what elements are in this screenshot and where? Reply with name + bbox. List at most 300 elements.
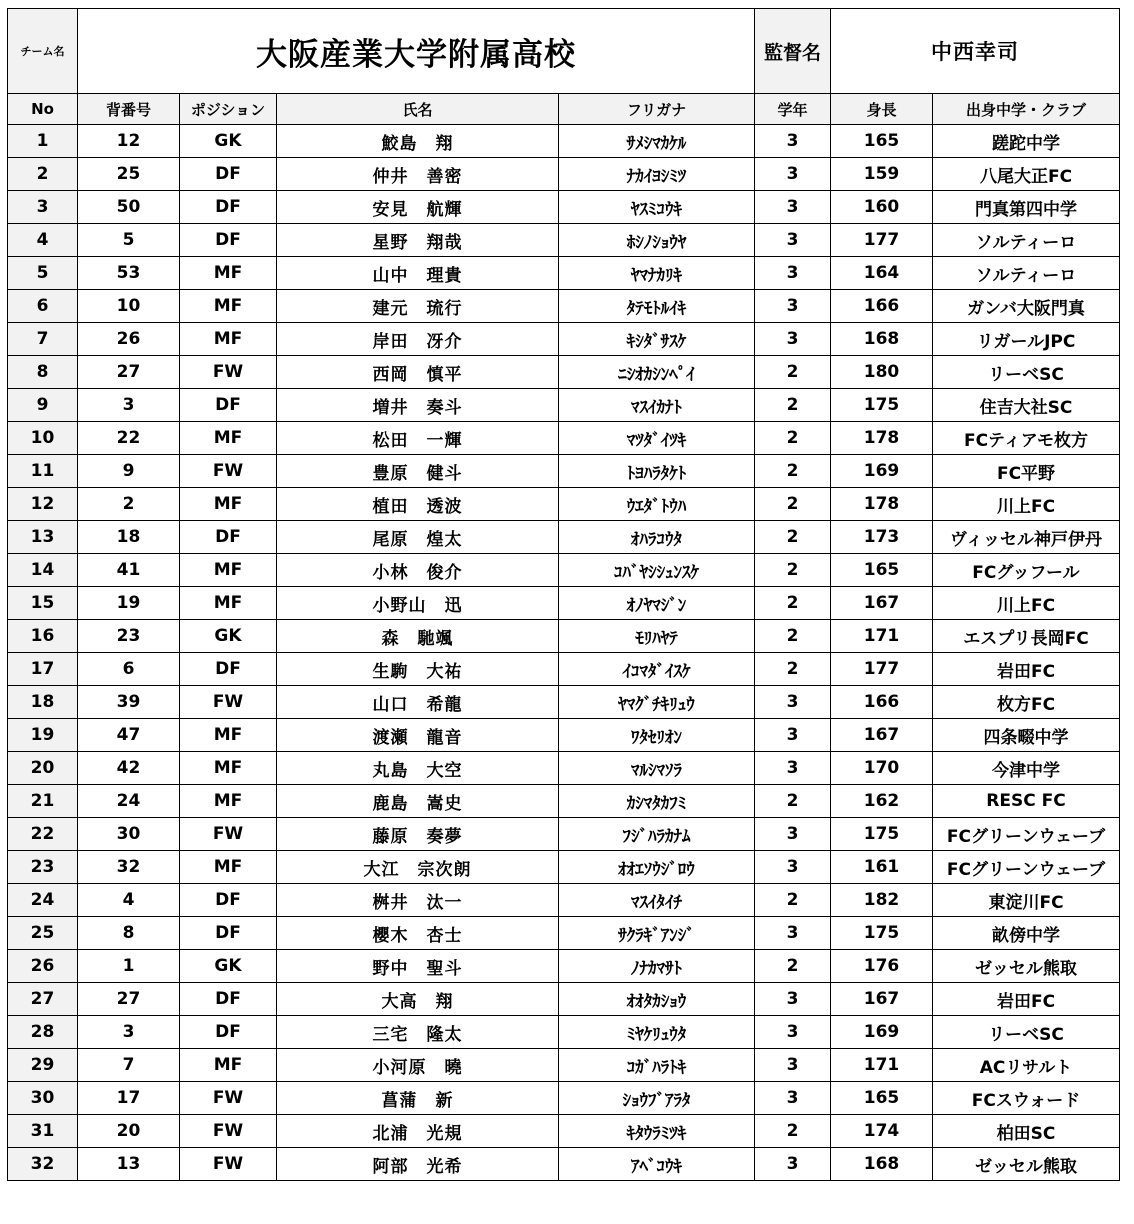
club-cell: ヴィッセル神戸伊丹 [933, 521, 1120, 554]
grade-cell: 3 [755, 191, 831, 224]
club-cell: 門真第四中学 [933, 191, 1120, 224]
grade-cell: 3 [755, 323, 831, 356]
club-cell: FC平野 [933, 455, 1120, 488]
height-cell: 178 [831, 422, 933, 455]
height-cell: 165 [831, 554, 933, 587]
player-name-cell: 安見 航輝 [277, 191, 559, 224]
grade-cell: 2 [755, 554, 831, 587]
jersey-number-cell: 53 [78, 257, 180, 290]
position-cell: FW [180, 1115, 277, 1148]
player-kana-cell: ｷﾀｳﾗﾐﾂｷ [559, 1115, 755, 1148]
position-cell: GK [180, 620, 277, 653]
jersey-number-cell: 27 [78, 356, 180, 389]
player-name-cell: 三宅 隆太 [277, 1016, 559, 1049]
player-name-cell: 生駒 大祐 [277, 653, 559, 686]
club-cell: FCスウォード [933, 1082, 1120, 1115]
position-cell: FW [180, 1148, 277, 1181]
col-header-position: ポジション [180, 94, 277, 125]
table-row [8, 1148, 1120, 1181]
jersey-number-cell: 3 [78, 389, 180, 422]
grade-cell: 2 [755, 389, 831, 422]
player-no-cell: 28 [8, 1016, 78, 1049]
jersey-number-cell: 50 [78, 191, 180, 224]
player-kana-cell: ｱﾍﾞｺｳｷ [559, 1148, 755, 1181]
position-cell: FW [180, 1082, 277, 1115]
position-cell: MF [180, 752, 277, 785]
height-cell: 168 [831, 323, 933, 356]
player-no-cell: 32 [8, 1148, 78, 1181]
height-cell: 175 [831, 818, 933, 851]
player-name-cell: 植田 透波 [277, 488, 559, 521]
player-kana-cell: ｶｼﾏﾀｶﾌﾐ [559, 785, 755, 818]
jersey-number-cell: 23 [78, 620, 180, 653]
player-no-cell: 17 [8, 653, 78, 686]
height-cell: 175 [831, 389, 933, 422]
player-name-cell: 小林 俊介 [277, 554, 559, 587]
jersey-number-cell: 9 [78, 455, 180, 488]
club-cell: 今津中学 [933, 752, 1120, 785]
grade-cell: 2 [755, 356, 831, 389]
jersey-number-cell: 6 [78, 653, 180, 686]
player-name-cell: 豊原 健斗 [277, 455, 559, 488]
height-cell: 169 [831, 1016, 933, 1049]
position-cell: GK [180, 950, 277, 983]
jersey-number-cell: 1 [78, 950, 180, 983]
roster-sheet [7, 8, 1119, 1181]
table-row [8, 1016, 1120, 1049]
position-cell: MF [180, 257, 277, 290]
player-kana-cell: ｺﾊﾞﾔｼｼｭﾝｽｹ [559, 554, 755, 587]
height-cell: 166 [831, 290, 933, 323]
grade-cell: 3 [755, 719, 831, 752]
jersey-number-cell: 22 [78, 422, 180, 455]
jersey-number-cell: 19 [78, 587, 180, 620]
position-cell: DF [180, 653, 277, 686]
table-row [8, 323, 1120, 356]
club-cell: リガールJPC [933, 323, 1120, 356]
table-row [8, 818, 1120, 851]
jersey-number-cell: 18 [78, 521, 180, 554]
grade-cell: 2 [755, 521, 831, 554]
player-no-cell: 1 [8, 125, 78, 158]
jersey-number-cell: 8 [78, 917, 180, 950]
column-header-row [8, 94, 1120, 125]
club-cell: FCティアモ枚方 [933, 422, 1120, 455]
table-row [8, 125, 1120, 158]
col-header-name: 氏名 [277, 94, 559, 125]
player-no-cell: 13 [8, 521, 78, 554]
grade-cell: 3 [755, 1082, 831, 1115]
player-name-cell: 西岡 慎平 [277, 356, 559, 389]
table-row [8, 851, 1120, 884]
player-name-cell: 菖蒲 新 [277, 1082, 559, 1115]
height-cell: 175 [831, 917, 933, 950]
player-no-cell: 7 [8, 323, 78, 356]
player-no-cell: 12 [8, 488, 78, 521]
coach-label: 監督名 [755, 9, 831, 94]
jersey-number-cell: 7 [78, 1049, 180, 1082]
height-cell: 178 [831, 488, 933, 521]
grade-cell: 2 [755, 587, 831, 620]
jersey-number-cell: 20 [78, 1115, 180, 1148]
grade-cell: 2 [755, 455, 831, 488]
club-cell: 枚方FC [933, 686, 1120, 719]
height-cell: 177 [831, 653, 933, 686]
col-header-kana: フリガナ [559, 94, 755, 125]
club-cell: ゼッセル熊取 [933, 950, 1120, 983]
grade-cell: 3 [755, 686, 831, 719]
player-name-cell: 小河原 曉 [277, 1049, 559, 1082]
table-row [8, 752, 1120, 785]
jersey-number-cell: 2 [78, 488, 180, 521]
player-no-cell: 14 [8, 554, 78, 587]
position-cell: MF [180, 785, 277, 818]
position-cell: DF [180, 1016, 277, 1049]
player-name-cell: 桝井 汰一 [277, 884, 559, 917]
club-cell: リーベSC [933, 1016, 1120, 1049]
height-cell: 161 [831, 851, 933, 884]
table-row [8, 983, 1120, 1016]
col-header-height: 身長 [831, 94, 933, 125]
height-cell: 159 [831, 158, 933, 191]
jersey-number-cell: 10 [78, 290, 180, 323]
club-cell: ソルティーロ [933, 257, 1120, 290]
table-row [8, 356, 1120, 389]
grade-cell: 2 [755, 488, 831, 521]
table-row [8, 389, 1120, 422]
player-no-cell: 2 [8, 158, 78, 191]
club-cell: エスプリ長岡FC [933, 620, 1120, 653]
player-name-cell: 星野 翔哉 [277, 224, 559, 257]
player-kana-cell: ｵﾉﾔﾏｼﾞﾝ [559, 587, 755, 620]
position-cell: FW [180, 686, 277, 719]
player-no-cell: 6 [8, 290, 78, 323]
height-cell: 167 [831, 587, 933, 620]
jersey-number-cell: 17 [78, 1082, 180, 1115]
player-name-cell: 野中 聖斗 [277, 950, 559, 983]
player-kana-cell: ﾔﾏﾅｶﾘｷ [559, 257, 755, 290]
grade-cell: 3 [755, 851, 831, 884]
club-cell: 八尾大正FC [933, 158, 1120, 191]
table-row [8, 917, 1120, 950]
height-cell: 164 [831, 257, 933, 290]
player-kana-cell: ﾔﾏｸﾞﾁｷﾘｭｳ [559, 686, 755, 719]
position-cell: FW [180, 356, 277, 389]
position-cell: MF [180, 422, 277, 455]
grade-cell: 3 [755, 1049, 831, 1082]
position-cell: FW [180, 455, 277, 488]
team-header-row [8, 9, 1120, 94]
player-kana-cell: ﾔｽﾐｺｳｷ [559, 191, 755, 224]
player-name-cell: 小野山 迅 [277, 587, 559, 620]
player-name-cell: 森 馳颯 [277, 620, 559, 653]
grade-cell: 2 [755, 620, 831, 653]
player-kana-cell: ｻｸﾗｷﾞｱﾝｼﾞ [559, 917, 755, 950]
club-cell: 住吉大社SC [933, 389, 1120, 422]
height-cell: 168 [831, 1148, 933, 1181]
player-kana-cell: ﾏｽｲｶﾅﾄ [559, 389, 755, 422]
height-cell: 170 [831, 752, 933, 785]
player-kana-cell: ｺｶﾞﾊﾗﾄｷ [559, 1049, 755, 1082]
table-row [8, 884, 1120, 917]
club-cell: 畝傍中学 [933, 917, 1120, 950]
player-name-cell: 藤原 奏夢 [277, 818, 559, 851]
player-kana-cell: ｻﾒｼﾏｶｹﾙ [559, 125, 755, 158]
col-header-no: No [8, 94, 78, 125]
player-kana-cell: ﾄﾖﾊﾗﾀｹﾄ [559, 455, 755, 488]
player-no-cell: 27 [8, 983, 78, 1016]
jersey-number-cell: 32 [78, 851, 180, 884]
position-cell: MF [180, 851, 277, 884]
jersey-number-cell: 24 [78, 785, 180, 818]
grade-cell: 2 [755, 884, 831, 917]
table-row [8, 620, 1120, 653]
player-kana-cell: ﾐﾔｹﾘｭｳﾀ [559, 1016, 755, 1049]
player-kana-cell: ﾌｼﾞﾊﾗｶﾅﾑ [559, 818, 755, 851]
player-name-cell: 丸島 大空 [277, 752, 559, 785]
position-cell: DF [180, 983, 277, 1016]
height-cell: 177 [831, 224, 933, 257]
position-cell: DF [180, 191, 277, 224]
player-kana-cell: ﾅｶｲﾖｼﾐﾂ [559, 158, 755, 191]
club-cell: リーベSC [933, 356, 1120, 389]
player-no-cell: 26 [8, 950, 78, 983]
player-no-cell: 15 [8, 587, 78, 620]
table-row [8, 1049, 1120, 1082]
player-kana-cell: ｵｵｴｿｳｼﾞﾛｳ [559, 851, 755, 884]
player-kana-cell: ﾀﾃﾓﾄﾙｲｷ [559, 290, 755, 323]
player-name-cell: 増井 奏斗 [277, 389, 559, 422]
grade-cell: 2 [755, 1115, 831, 1148]
grade-cell: 3 [755, 818, 831, 851]
col-header-club: 出身中学・クラブ [933, 94, 1120, 125]
grade-cell: 3 [755, 983, 831, 1016]
position-cell: DF [180, 917, 277, 950]
grade-cell: 3 [755, 1016, 831, 1049]
table-row [8, 521, 1120, 554]
player-no-cell: 8 [8, 356, 78, 389]
team-label: チーム名 [8, 9, 78, 94]
table-row [8, 488, 1120, 521]
height-cell: 173 [831, 521, 933, 554]
jersey-number-cell: 42 [78, 752, 180, 785]
height-cell: 166 [831, 686, 933, 719]
club-cell: 岩田FC [933, 983, 1120, 1016]
player-no-cell: 24 [8, 884, 78, 917]
jersey-number-cell: 5 [78, 224, 180, 257]
position-cell: DF [180, 389, 277, 422]
player-no-cell: 9 [8, 389, 78, 422]
club-cell: 川上FC [933, 488, 1120, 521]
grade-cell: 3 [755, 290, 831, 323]
jersey-number-cell: 4 [78, 884, 180, 917]
height-cell: 171 [831, 1049, 933, 1082]
col-header-grade: 学年 [755, 94, 831, 125]
table-row [8, 191, 1120, 224]
player-name-cell: 北浦 光規 [277, 1115, 559, 1148]
player-name-cell: 尾原 煌太 [277, 521, 559, 554]
club-cell: 蹉跎中学 [933, 125, 1120, 158]
player-no-cell: 30 [8, 1082, 78, 1115]
player-name-cell: 鹿島 嵩史 [277, 785, 559, 818]
player-name-cell: 大江 宗次朗 [277, 851, 559, 884]
player-kana-cell: ﾏﾂﾀﾞｲﾂｷ [559, 422, 755, 455]
table-row [8, 1115, 1120, 1148]
table-row [8, 554, 1120, 587]
player-name-cell: 阿部 光希 [277, 1148, 559, 1181]
position-cell: MF [180, 1049, 277, 1082]
height-cell: 165 [831, 125, 933, 158]
grade-cell: 2 [755, 422, 831, 455]
player-no-cell: 20 [8, 752, 78, 785]
player-kana-cell: ﾎｼﾉｼｮｳﾔ [559, 224, 755, 257]
club-cell: 東淀川FC [933, 884, 1120, 917]
table-row [8, 686, 1120, 719]
grade-cell: 3 [755, 224, 831, 257]
table-row [8, 587, 1120, 620]
position-cell: MF [180, 587, 277, 620]
club-cell: ソルティーロ [933, 224, 1120, 257]
jersey-number-cell: 47 [78, 719, 180, 752]
grade-cell: 3 [755, 125, 831, 158]
grade-cell: 3 [755, 752, 831, 785]
player-rows [8, 125, 1120, 1181]
position-cell: MF [180, 323, 277, 356]
team-name: 大阪産業大学附属高校 [78, 9, 755, 94]
player-kana-cell: ﾏｽｲﾀｲﾁ [559, 884, 755, 917]
player-name-cell: 山口 希龍 [277, 686, 559, 719]
club-cell: ACリサルト [933, 1049, 1120, 1082]
table-row [8, 785, 1120, 818]
player-no-cell: 11 [8, 455, 78, 488]
position-cell: FW [180, 818, 277, 851]
player-kana-cell: ｲｺﾏﾀﾞｲｽｹ [559, 653, 755, 686]
grade-cell: 2 [755, 950, 831, 983]
jersey-number-cell: 25 [78, 158, 180, 191]
position-cell: MF [180, 719, 277, 752]
player-no-cell: 18 [8, 686, 78, 719]
player-kana-cell: ﾆｼｵｶｼﾝﾍﾟｲ [559, 356, 755, 389]
player-name-cell: 松田 一輝 [277, 422, 559, 455]
club-cell: FCグリーンウェーブ [933, 818, 1120, 851]
col-header-number: 背番号 [78, 94, 180, 125]
player-name-cell: 建元 琉行 [277, 290, 559, 323]
table-row [8, 719, 1120, 752]
player-no-cell: 16 [8, 620, 78, 653]
player-kana-cell: ｷｼﾀﾞｻｽｹ [559, 323, 755, 356]
player-name-cell: 鮫島 翔 [277, 125, 559, 158]
jersey-number-cell: 30 [78, 818, 180, 851]
position-cell: MF [180, 554, 277, 587]
table-row [8, 950, 1120, 983]
club-cell: 川上FC [933, 587, 1120, 620]
table-row [8, 257, 1120, 290]
player-no-cell: 5 [8, 257, 78, 290]
coach-name: 中西幸司 [831, 9, 1120, 94]
jersey-number-cell: 13 [78, 1148, 180, 1181]
jersey-number-cell: 3 [78, 1016, 180, 1049]
player-name-cell: 岸田 冴介 [277, 323, 559, 356]
club-cell: 四条畷中学 [933, 719, 1120, 752]
height-cell: 169 [831, 455, 933, 488]
club-cell: 岩田FC [933, 653, 1120, 686]
jersey-number-cell: 39 [78, 686, 180, 719]
jersey-number-cell: 41 [78, 554, 180, 587]
grade-cell: 2 [755, 785, 831, 818]
player-no-cell: 29 [8, 1049, 78, 1082]
player-name-cell: 仲井 善密 [277, 158, 559, 191]
position-cell: DF [180, 224, 277, 257]
table-row [8, 653, 1120, 686]
table-row [8, 1082, 1120, 1115]
position-cell: DF [180, 158, 277, 191]
height-cell: 165 [831, 1082, 933, 1115]
player-no-cell: 10 [8, 422, 78, 455]
player-no-cell: 25 [8, 917, 78, 950]
player-no-cell: 3 [8, 191, 78, 224]
height-cell: 167 [831, 719, 933, 752]
position-cell: GK [180, 125, 277, 158]
table-row [8, 422, 1120, 455]
player-kana-cell: ﾜﾀｾﾘｵﾝ [559, 719, 755, 752]
player-kana-cell: ﾏﾙｼﾏｿﾗ [559, 752, 755, 785]
position-cell: MF [180, 488, 277, 521]
player-name-cell: 山中 理貴 [277, 257, 559, 290]
player-name-cell: 渡瀬 龍音 [277, 719, 559, 752]
club-cell: ゼッセル熊取 [933, 1148, 1120, 1181]
table-row [8, 158, 1120, 191]
position-cell: DF [180, 884, 277, 917]
club-cell: FCグッフール [933, 554, 1120, 587]
grade-cell: 2 [755, 653, 831, 686]
grade-cell: 3 [755, 917, 831, 950]
club-cell: RESC FC [933, 785, 1120, 818]
club-cell: FCグリーンウェーブ [933, 851, 1120, 884]
position-cell: MF [180, 290, 277, 323]
player-no-cell: 22 [8, 818, 78, 851]
player-no-cell: 23 [8, 851, 78, 884]
position-cell: DF [180, 521, 277, 554]
height-cell: 174 [831, 1115, 933, 1148]
grade-cell: 3 [755, 257, 831, 290]
height-cell: 180 [831, 356, 933, 389]
height-cell: 176 [831, 950, 933, 983]
table-row [8, 224, 1120, 257]
grade-cell: 3 [755, 1148, 831, 1181]
player-kana-cell: ｵﾊﾗｺｳﾀ [559, 521, 755, 554]
roster-table [7, 8, 1120, 1181]
table-row [8, 455, 1120, 488]
player-kana-cell: ﾉﾅｶﾏｻﾄ [559, 950, 755, 983]
jersey-number-cell: 27 [78, 983, 180, 1016]
height-cell: 167 [831, 983, 933, 1016]
player-kana-cell: ｼｮｳﾌﾞｱﾗﾀ [559, 1082, 755, 1115]
player-no-cell: 4 [8, 224, 78, 257]
player-kana-cell: ｵｵﾀｶｼｮｳ [559, 983, 755, 1016]
jersey-number-cell: 12 [78, 125, 180, 158]
height-cell: 182 [831, 884, 933, 917]
player-no-cell: 31 [8, 1115, 78, 1148]
table-row [8, 290, 1120, 323]
player-kana-cell: ｳｴﾀﾞﾄｳﾊ [559, 488, 755, 521]
jersey-number-cell: 26 [78, 323, 180, 356]
height-cell: 162 [831, 785, 933, 818]
grade-cell: 3 [755, 158, 831, 191]
player-no-cell: 19 [8, 719, 78, 752]
player-name-cell: 櫻木 杏士 [277, 917, 559, 950]
player-kana-cell: ﾓﾘﾊﾔﾃ [559, 620, 755, 653]
club-cell: ガンバ大阪門真 [933, 290, 1120, 323]
